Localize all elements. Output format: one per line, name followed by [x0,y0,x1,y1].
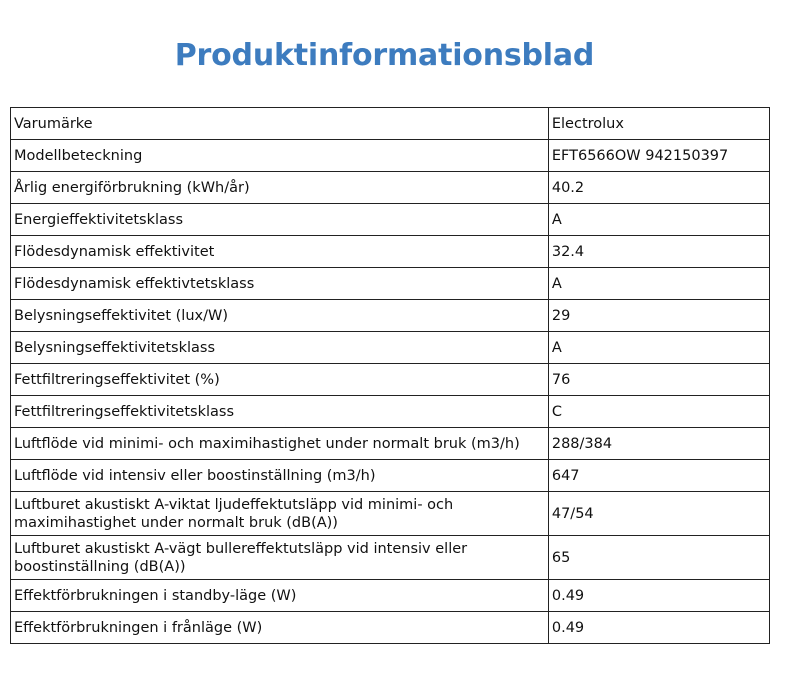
row-label: Fettfiltreringseffektivitetsklass [11,396,549,428]
row-value: 288/384 [548,428,769,460]
table-row [11,332,770,364]
table-row [11,364,770,396]
row-value: 29 [548,300,769,332]
row-value: C [548,396,769,428]
row-value: 647 [548,460,769,492]
row-value: 0.49 [548,580,769,612]
row-value: A [548,268,769,300]
table-row [11,236,770,268]
table-row [11,396,770,428]
page-title: Produktinformationsblad [174,38,595,73]
product-info-table [10,107,770,644]
row-label: Luftflöde vid minimi- och maximihastighet under normalt bruk (m3/h) [11,428,549,460]
table-row [11,428,770,460]
row-value: Electrolux [548,108,769,140]
row-label: Varumärke [11,108,549,140]
table-row [11,204,770,236]
row-label: Flödesdynamisk effektivitet [11,236,549,268]
row-label: Flödesdynamisk effektivtetsklass [11,268,549,300]
row-value: 40.2 [548,172,769,204]
row-label: Effektförbrukningen i frånläge (W) [11,612,549,644]
row-label: Belysningseffektivitet (lux/W) [11,300,549,332]
row-value: 0.49 [548,612,769,644]
table-row [11,172,770,204]
table-row [11,612,770,644]
table-row [11,460,770,492]
row-value: A [548,204,769,236]
row-value: A [548,332,769,364]
row-label: Fettfiltreringseffektivitet (%) [11,364,549,396]
row-value: 65 [548,536,769,580]
table-row [11,300,770,332]
row-label: Årlig energiförbrukning (kWh/år) [11,172,549,204]
row-label: Belysningseffektivitetsklass [11,332,549,364]
table-row [11,492,770,536]
row-value: 32.4 [548,236,769,268]
row-value: 47/54 [548,492,769,536]
table-row [11,268,770,300]
table-row [11,140,770,172]
table-row [11,580,770,612]
table-row [11,536,770,580]
row-label: Luftburet akustiskt A-viktat ljudeffektutsläpp vid minimi- och maximihastighet under normalt bruk (dB(A)) [11,492,549,536]
row-value: 76 [548,364,769,396]
row-value: EFT6566OW 942150397 [548,140,769,172]
table-row [11,108,770,140]
row-label: Effektförbrukningen i standby-läge (W) [11,580,549,612]
row-label: Energieffektivitetsklass [11,204,549,236]
row-label: Luftburet akustiskt A-vägt bullereffektutsläpp vid intensiv eller boostinställning (dB(A)) [11,536,549,580]
row-label: Modellbeteckning [11,140,549,172]
row-label: Luftflöde vid intensiv eller boostinställning (m3/h) [11,460,549,492]
